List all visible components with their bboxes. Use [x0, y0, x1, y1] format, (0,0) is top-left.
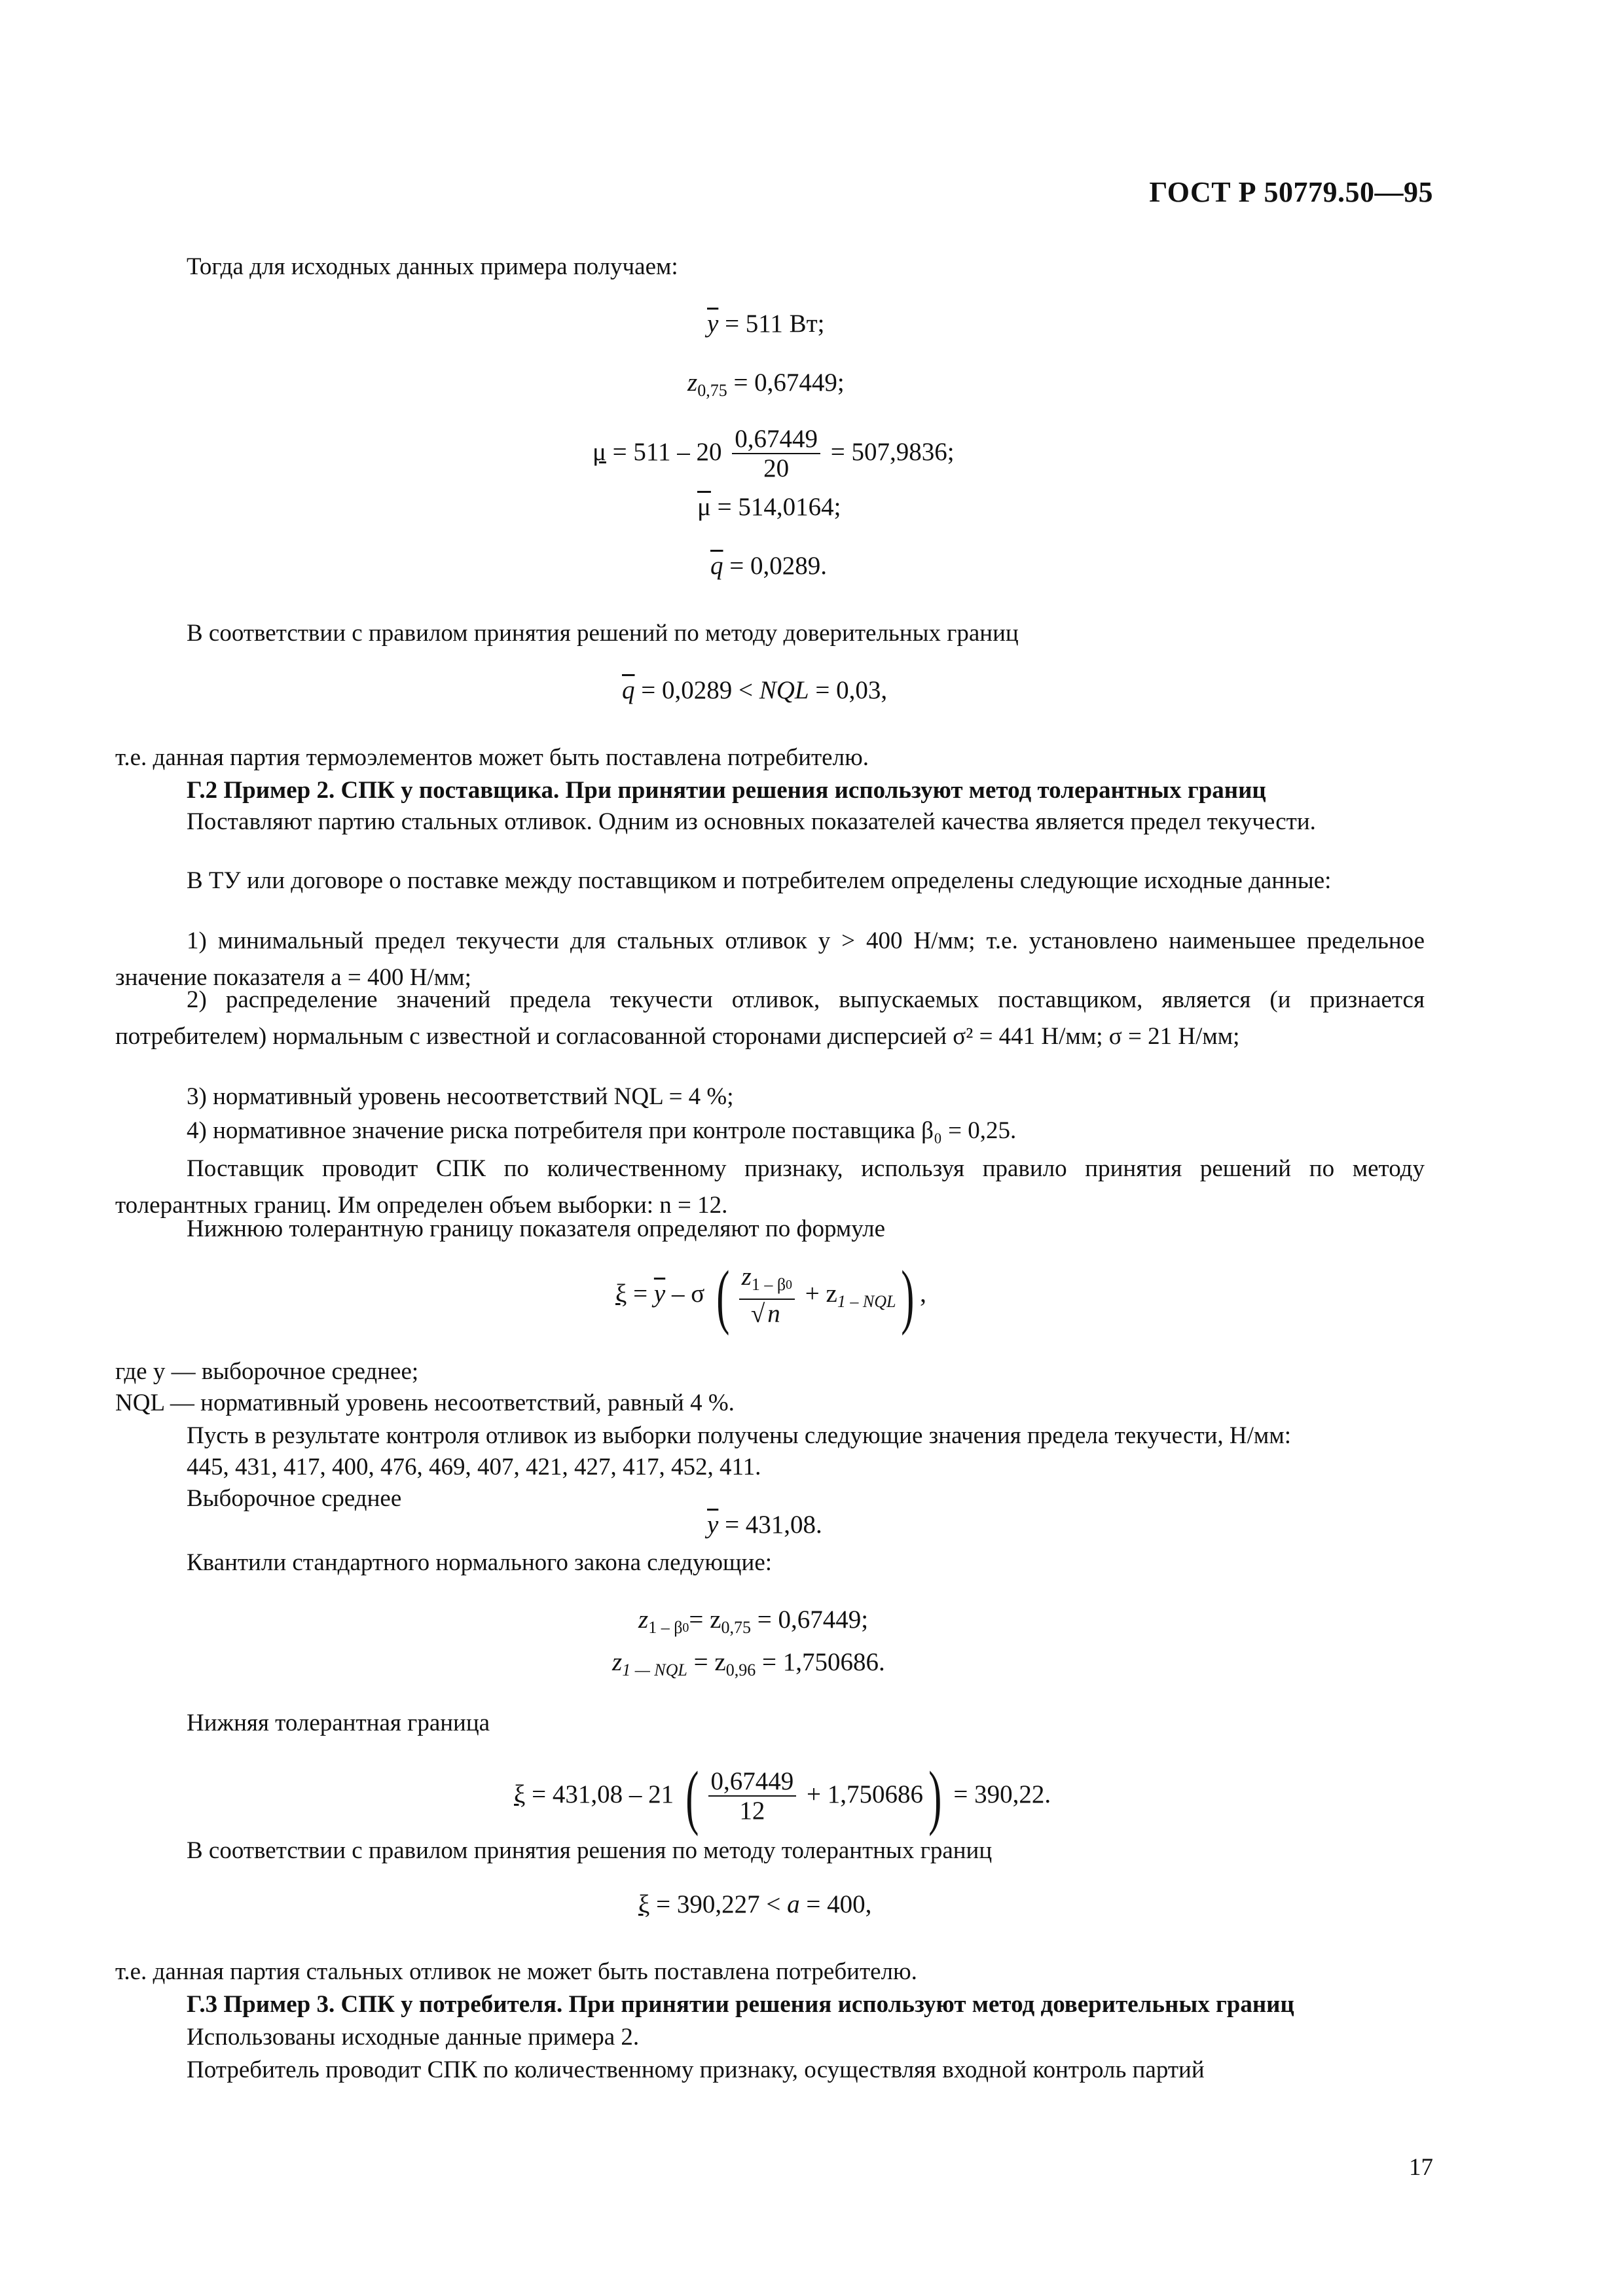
- g2-list-item-4: 4) нормативное значение риска потребителя при контроле поставщика β₀ = 0,25.: [187, 1117, 1017, 1144]
- section-title-g2: Г.2 Пример 2. СПК у поставщика. При принятии решения используют метод толерантных границ: [187, 777, 1266, 804]
- g2-paragraph-1: Поставляют партию стальных отливок. Одним из основных показателей качества является предел текучести.: [187, 808, 1316, 835]
- equation-ybar: $\overline{y} = 511$ Вт;: [707, 310, 825, 338]
- document-header: ГОСТ Р 50779.50—95: [1149, 176, 1433, 208]
- g2-list-item-2: 2) распределение значений предела текучести отливок, выпускаемых поставщиком, является (и признается потребителем) нормальным с известной и согласованной сторонами дисперсией σ² = 441 Н/мм; σ = 21 Н/мм;: [115, 986, 1425, 1050]
- where-ybar: где y — выборочное среднее;: [115, 1358, 419, 1385]
- equation-z075: $z_{0,75} = 0,67449$;: [687, 368, 845, 400]
- equation-quantile-beta: $z_{1 - \beta}0= z_{0,75} = 0,67449$;: [638, 1605, 869, 1637]
- g2-sample-values: 445, 431, 417, 400, 476, 469, 407, 421, 427, 417, 452, 411.: [187, 1454, 761, 1480]
- g3-paragraph-2: Потребитель проводит СПК по количественному признаку, осуществляя входной контроль партий: [187, 2056, 1205, 2083]
- equation-qbar: $\overline{q} = 0,0289$.: [710, 552, 827, 580]
- equation-sample-mean: $\overline{y} = 431,08$.: [707, 1511, 822, 1539]
- section-title-g3: Г.3 Пример 3. СПК у потребителя. При принятии решения используют метод доверительных границ: [187, 1991, 1294, 2018]
- paragraph-decision-rule: В соответствии с правилом принятия решений по методу доверительных границ: [187, 620, 1019, 647]
- equation-quantile-nql: $z_{1 — NQL} = z_{0,96} = 1,750686$.: [612, 1648, 885, 1679]
- g3-paragraph-1: Использованы исходные данные примера 2.: [187, 2024, 640, 2051]
- paragraph-conclusion-1: т.е. данная партия термоэлементов может быть поставлена потребителю.: [115, 744, 869, 771]
- g2-quantiles-label: Квантили стандартного нормального закона следующие:: [187, 1549, 773, 1576]
- g2-list-item-3: 3) нормативный уровень несоответствий NQL = 4 %;: [187, 1083, 734, 1110]
- g2-lower-bound-label: Нижняя толерантная граница: [187, 1710, 490, 1736]
- g2-paragraph-5: Пусть в результате контроля отливок из выборки получены следующие значения предела текучести, Н/мм:: [187, 1422, 1292, 1449]
- page-number: 17: [1409, 2154, 1433, 2181]
- equation-xi-vs-a: ξ = 390,227 < a = 400,: [638, 1890, 872, 1918]
- equation-q-vs-nql: $\overline{q} = 0,0289$ < NQL = 0,03,: [622, 676, 888, 704]
- g2-list-item-1: 1) минимальный предел текучести для стальных отливок y > 400 Н/мм; т.е. установлено наименьшее предельное значение показателя a = 400 Н/мм;: [115, 927, 1425, 991]
- g2-paragraph-3: Поставщик проводит СПК по количественному признаку, используя правило принятия решений по методу толерантных границ. Им определен объем выборки: n = 12.: [115, 1155, 1425, 1219]
- equation-mu-upper: $\overline{\mu} = 514,0164$;: [697, 493, 841, 521]
- g2-paragraph-4: Нижнюю толерантную границу показателя определяют по формуле: [187, 1215, 886, 1242]
- paragraph-conclusion-2: т.е. данная партия стальных отливок не может быть поставлена потребителю.: [115, 1958, 917, 1985]
- equation-mu-lower: μ = 511 – 20 $\frac{0,67449}{20}$ = 507,9836;: [593, 425, 955, 482]
- g2-paragraph-6: В соответствии с правилом принятия решения по методу толерантных границ: [187, 1837, 993, 1864]
- intro-text: Тогда для исходных данных примера получаем:: [187, 253, 678, 280]
- where-nql: NQL — нормативный уровень несоответствий, равный 4 %.: [115, 1390, 735, 1416]
- equation-tolerance-formula: $\xi = \overline{y} - \sigma$ ( $\frac{z_{1 - \beta}0}{√ n}$ + $z_{1 - NQL}$) ,: [615, 1256, 926, 1336]
- g2-paragraph-2: В ТУ или договоре о поставке между поставщиком и потребителем определены следующие исходные данные:: [187, 867, 1332, 894]
- g2-mean-label: Выборочное среднее: [187, 1485, 402, 1512]
- equation-lower-bound: ξ = 431,08 – 21 ( $\frac{0,67449}{12}$ + 1,750686) = 390,22.: [514, 1757, 1051, 1837]
